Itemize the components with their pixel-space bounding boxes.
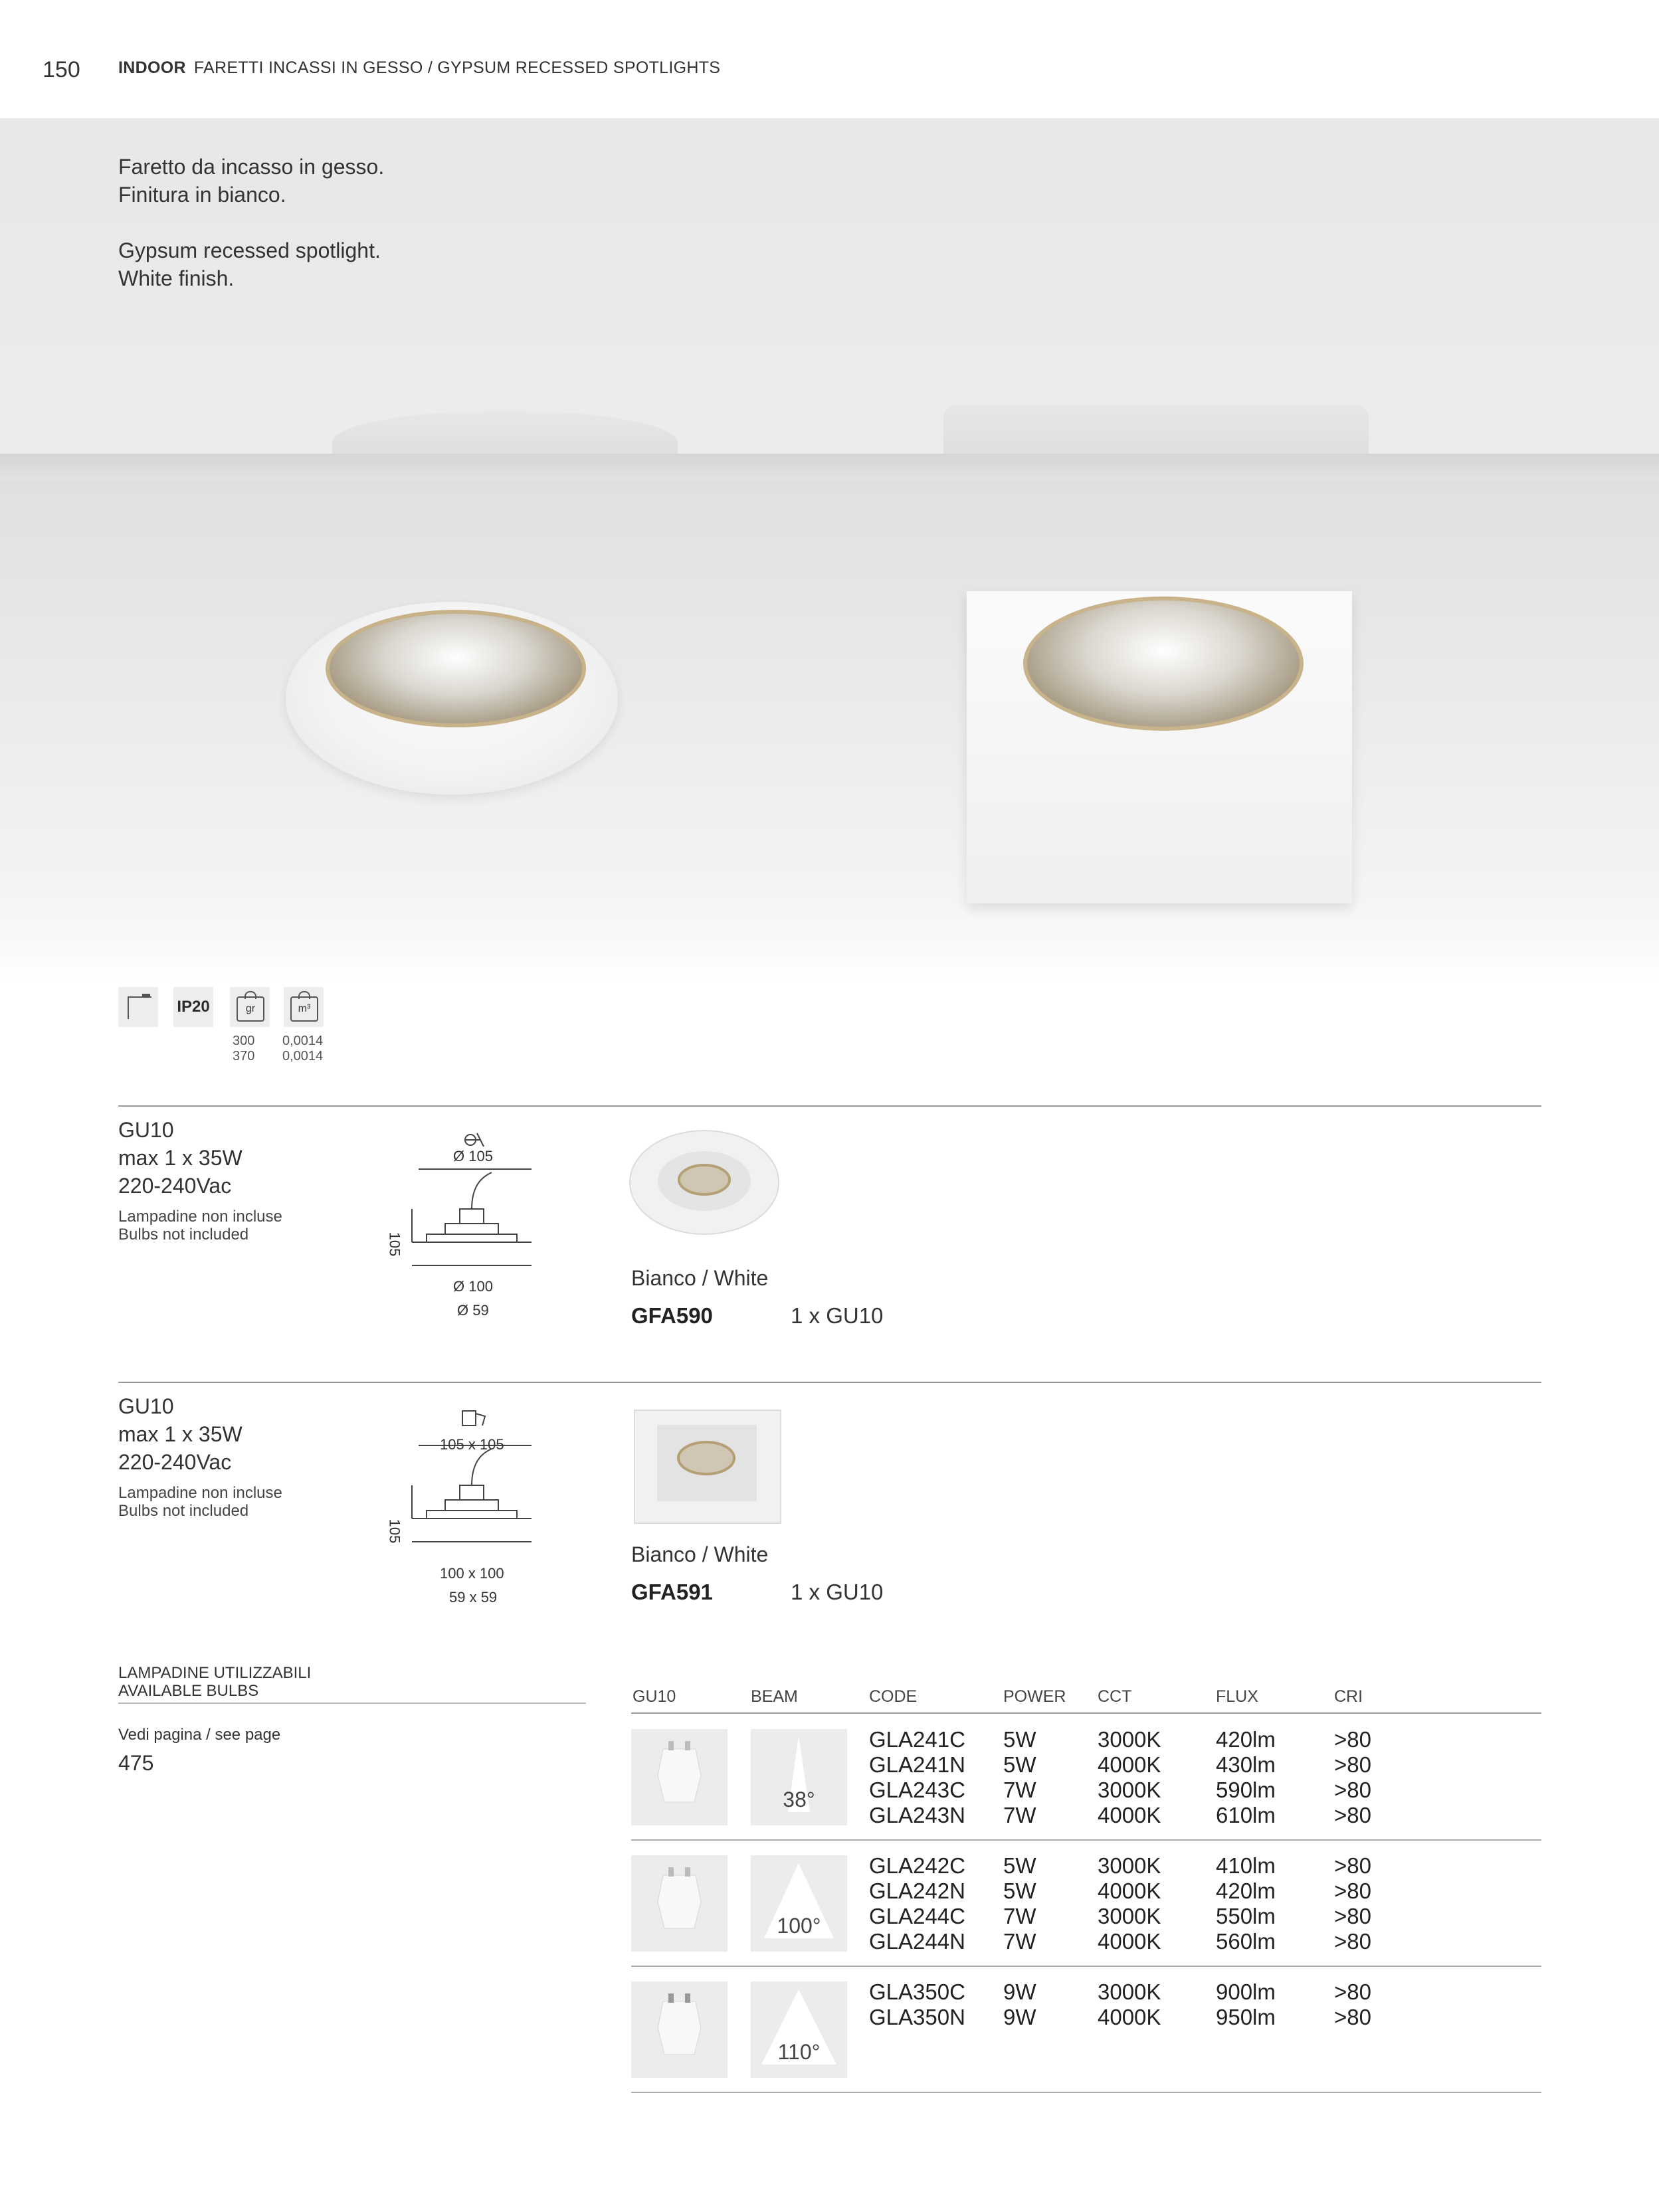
bulb-flux: 560lm xyxy=(1216,1929,1276,1954)
height-dimension: 105 xyxy=(386,1232,403,1257)
weight-values xyxy=(233,1034,254,1064)
bulb-fluxes xyxy=(1216,1980,1276,2030)
cutout-dimension: 105 x 105 xyxy=(440,1436,504,1453)
group-divider xyxy=(631,1839,1541,1841)
page-header xyxy=(118,58,720,78)
volume-box: m³ xyxy=(290,996,318,1022)
hero-description xyxy=(118,153,384,320)
column-header-flux: FLUX xyxy=(1216,1687,1258,1706)
volume-value: 0,0014 xyxy=(282,1034,324,1048)
bulb-flux: 610lm xyxy=(1216,1803,1276,1827)
desc-en-2: White finish. xyxy=(118,266,235,290)
beam-angle: 100° xyxy=(777,1914,821,1938)
bulb-flux: 410lm xyxy=(1216,1853,1276,1878)
bulb-cris xyxy=(1334,1980,1371,2030)
see-page-label: Vedi pagina / see page xyxy=(118,1726,281,1744)
bulb-flux: 420lm xyxy=(1216,1879,1276,1903)
gu10-bulb-image xyxy=(631,1729,728,1825)
bulb-cri: >80 xyxy=(1334,1980,1371,2004)
bulb-code: GLA244N xyxy=(869,1929,965,1954)
outer-dimension: Ø 100 xyxy=(453,1278,493,1295)
round-spotlight-lamp xyxy=(326,610,586,727)
bulb-power: 5W xyxy=(1003,1727,1036,1752)
ip-rating-icon: IP20 xyxy=(173,987,213,1027)
bulb-power: 7W xyxy=(1003,1778,1036,1802)
bulb-cct: 4000K xyxy=(1098,1929,1161,1954)
bulb-code: GLA350C xyxy=(869,1980,965,2004)
weight-value: 370 xyxy=(233,1049,255,1063)
bulb-cct: 4000K xyxy=(1098,2005,1161,2029)
bulb-flux: 900lm xyxy=(1216,1980,1276,2004)
beam-angle-graphic xyxy=(751,1982,847,2078)
bulb-power: 7W xyxy=(1003,1904,1036,1928)
desc-it-2: Finitura in bianco. xyxy=(118,183,286,207)
bulb-power: 7W xyxy=(1003,1929,1036,1954)
gu10-bulb-image xyxy=(631,1855,728,1952)
finish-colour: Bianco / White xyxy=(631,1266,769,1290)
section-subtitle: FARETTI INCASSI IN GESSO / GYPSUM RECESSED SPOTLIGHTS xyxy=(193,58,721,77)
bulb-powers xyxy=(1003,1853,1036,1954)
voltage: 220-240Vac xyxy=(118,1174,232,1198)
bulb-ccts xyxy=(1098,1980,1161,2030)
volume-value: 0,0014 xyxy=(282,1049,324,1063)
inner-dimension: Ø 59 xyxy=(457,1302,489,1319)
product-code: GFA591 xyxy=(631,1580,713,1604)
bulb-flux: 420lm xyxy=(1216,1727,1276,1752)
bulb-code: GLA241N xyxy=(869,1752,965,1777)
bulbs-note-it: Lampadine non incluse xyxy=(118,1208,282,1226)
beam-angle-graphic xyxy=(751,1729,847,1825)
max-power: max 1 x 35W xyxy=(118,1422,243,1446)
volume-icon xyxy=(284,987,324,1027)
bulb-cri: >80 xyxy=(1334,1752,1371,1777)
bulb-code: GLA350N xyxy=(869,2005,965,2029)
column-header-power: POWER xyxy=(1003,1687,1066,1706)
bulbs-note-en: Bulbs not included xyxy=(118,1502,249,1520)
bulb-cct: 4000K xyxy=(1098,1879,1161,1903)
max-power: max 1 x 35W xyxy=(118,1146,243,1170)
bulb-fluxes xyxy=(1216,1727,1276,1828)
divider xyxy=(118,1382,1541,1383)
square-spotlight-lamp xyxy=(1023,597,1304,731)
weight-bag: gr xyxy=(237,996,264,1022)
page-number: 150 xyxy=(43,57,80,82)
bulb-flux: 950lm xyxy=(1216,2005,1276,2029)
bulb-cct: 4000K xyxy=(1098,1752,1161,1777)
inner-dimension: 59 x 59 xyxy=(449,1589,498,1606)
weight-icon xyxy=(230,987,270,1027)
voltage: 220-240Vac xyxy=(118,1450,232,1474)
bulb-cct: 3000K xyxy=(1098,1778,1161,1802)
section-label: INDOOR xyxy=(118,58,186,77)
bulb-codes xyxy=(869,1853,965,1954)
divider xyxy=(118,1703,586,1704)
bulb-code: GLA242N xyxy=(869,1879,965,1903)
column-header-cct: CCT xyxy=(1098,1687,1132,1706)
divider xyxy=(118,1105,1541,1107)
bulb-cri: >80 xyxy=(1334,1727,1371,1752)
bulb-cct: 3000K xyxy=(1098,1853,1161,1878)
ceiling-surface xyxy=(0,480,1659,982)
cutout-dimension: Ø 105 xyxy=(453,1148,493,1164)
outer-dimension: 100 x 100 xyxy=(440,1565,504,1582)
bulb-power: 7W xyxy=(1003,1803,1036,1827)
desc-en-1: Gypsum recessed spotlight. xyxy=(118,238,381,262)
bulb-cct: 4000K xyxy=(1098,1803,1161,1827)
product-photo-square xyxy=(628,1405,787,1531)
bulb-code: GLA242C xyxy=(869,1853,965,1878)
finish-colour: Bianco / White xyxy=(631,1542,769,1566)
bulb-powers xyxy=(1003,1727,1036,1828)
hero-photo xyxy=(0,118,1659,982)
bulb-cri: >80 xyxy=(1334,1904,1371,1928)
column-header-gu10: GU10 xyxy=(633,1687,676,1706)
gu10-bulb-image xyxy=(631,1982,728,2078)
bulb-code: GLA244C xyxy=(869,1904,965,1928)
bulb-power: 5W xyxy=(1003,1879,1036,1903)
bulb-cris xyxy=(1334,1853,1371,1954)
volume-values xyxy=(282,1034,323,1064)
product-photo-round xyxy=(628,1123,787,1249)
lamp-quantity: 1 x GU10 xyxy=(791,1580,884,1604)
bulb-cri: >80 xyxy=(1334,1778,1371,1802)
product-specs xyxy=(118,1116,282,1244)
column-header-cri: CRI xyxy=(1334,1687,1363,1706)
bulb-power: 9W xyxy=(1003,2005,1036,2029)
bulb-cri: >80 xyxy=(1334,1853,1371,1878)
group-divider xyxy=(631,1966,1541,1967)
lamp-quantity: 1 x GU10 xyxy=(791,1303,884,1328)
lamp-type: GU10 xyxy=(118,1118,174,1142)
bulb-codes xyxy=(869,1727,965,1828)
bulbs-note-en: Bulbs not included xyxy=(118,1226,249,1244)
product-specs xyxy=(118,1392,282,1520)
bulb-code: GLA243C xyxy=(869,1778,965,1802)
bulb-power: 5W xyxy=(1003,1853,1036,1878)
bulb-flux: 550lm xyxy=(1216,1904,1276,1928)
product-code: GFA590 xyxy=(631,1303,713,1328)
bulbs-title xyxy=(118,1664,311,1700)
weight-value: 300 xyxy=(233,1034,255,1048)
lamp-type: GU10 xyxy=(118,1394,174,1418)
bulb-code: GLA243N xyxy=(869,1803,965,1827)
bulb-powers xyxy=(1003,1980,1036,2030)
group-divider xyxy=(631,2092,1541,2093)
bulb-cri: >80 xyxy=(1334,2005,1371,2029)
bulb-flux: 430lm xyxy=(1216,1752,1276,1777)
bulb-cct: 3000K xyxy=(1098,1980,1161,2004)
bulb-codes xyxy=(869,1980,965,2030)
beam-angle: 38° xyxy=(783,1788,815,1811)
bulb-cri: >80 xyxy=(1334,1929,1371,1954)
bulb-fluxes xyxy=(1216,1853,1276,1954)
column-header-beam: BEAM xyxy=(751,1687,798,1706)
bulbs-note-it: Lampadine non incluse xyxy=(118,1484,282,1502)
bulb-ccts xyxy=(1098,1727,1161,1828)
ceiling-mount-icon xyxy=(118,987,158,1027)
bulb-ccts xyxy=(1098,1853,1161,1954)
bulb-cris xyxy=(1334,1727,1371,1828)
bulb-cct: 3000K xyxy=(1098,1727,1161,1752)
beam-angle-graphic xyxy=(751,1855,847,1952)
bulb-cri: >80 xyxy=(1334,1803,1371,1827)
bulb-flux: 590lm xyxy=(1216,1778,1276,1802)
see-page-number: 475 xyxy=(118,1751,154,1775)
beam-angle: 110° xyxy=(777,2040,821,2064)
table-header-rule xyxy=(631,1712,1541,1714)
bulb-cri: >80 xyxy=(1334,1879,1371,1903)
bulbs-title-it: LAMPADINE UTILIZZABILI xyxy=(118,1664,312,1682)
bulb-cct: 3000K xyxy=(1098,1904,1161,1928)
bulbs-title-en: AVAILABLE BULBS xyxy=(118,1682,259,1700)
ceiling-edge xyxy=(0,454,1659,480)
desc-it-1: Faretto da incasso in gesso. xyxy=(118,155,385,179)
height-dimension: 105 xyxy=(386,1519,403,1544)
bulb-power: 5W xyxy=(1003,1752,1036,1777)
bulb-power: 9W xyxy=(1003,1980,1036,2004)
bulb-code: GLA241C xyxy=(869,1727,965,1752)
column-header-code: CODE xyxy=(869,1687,918,1706)
